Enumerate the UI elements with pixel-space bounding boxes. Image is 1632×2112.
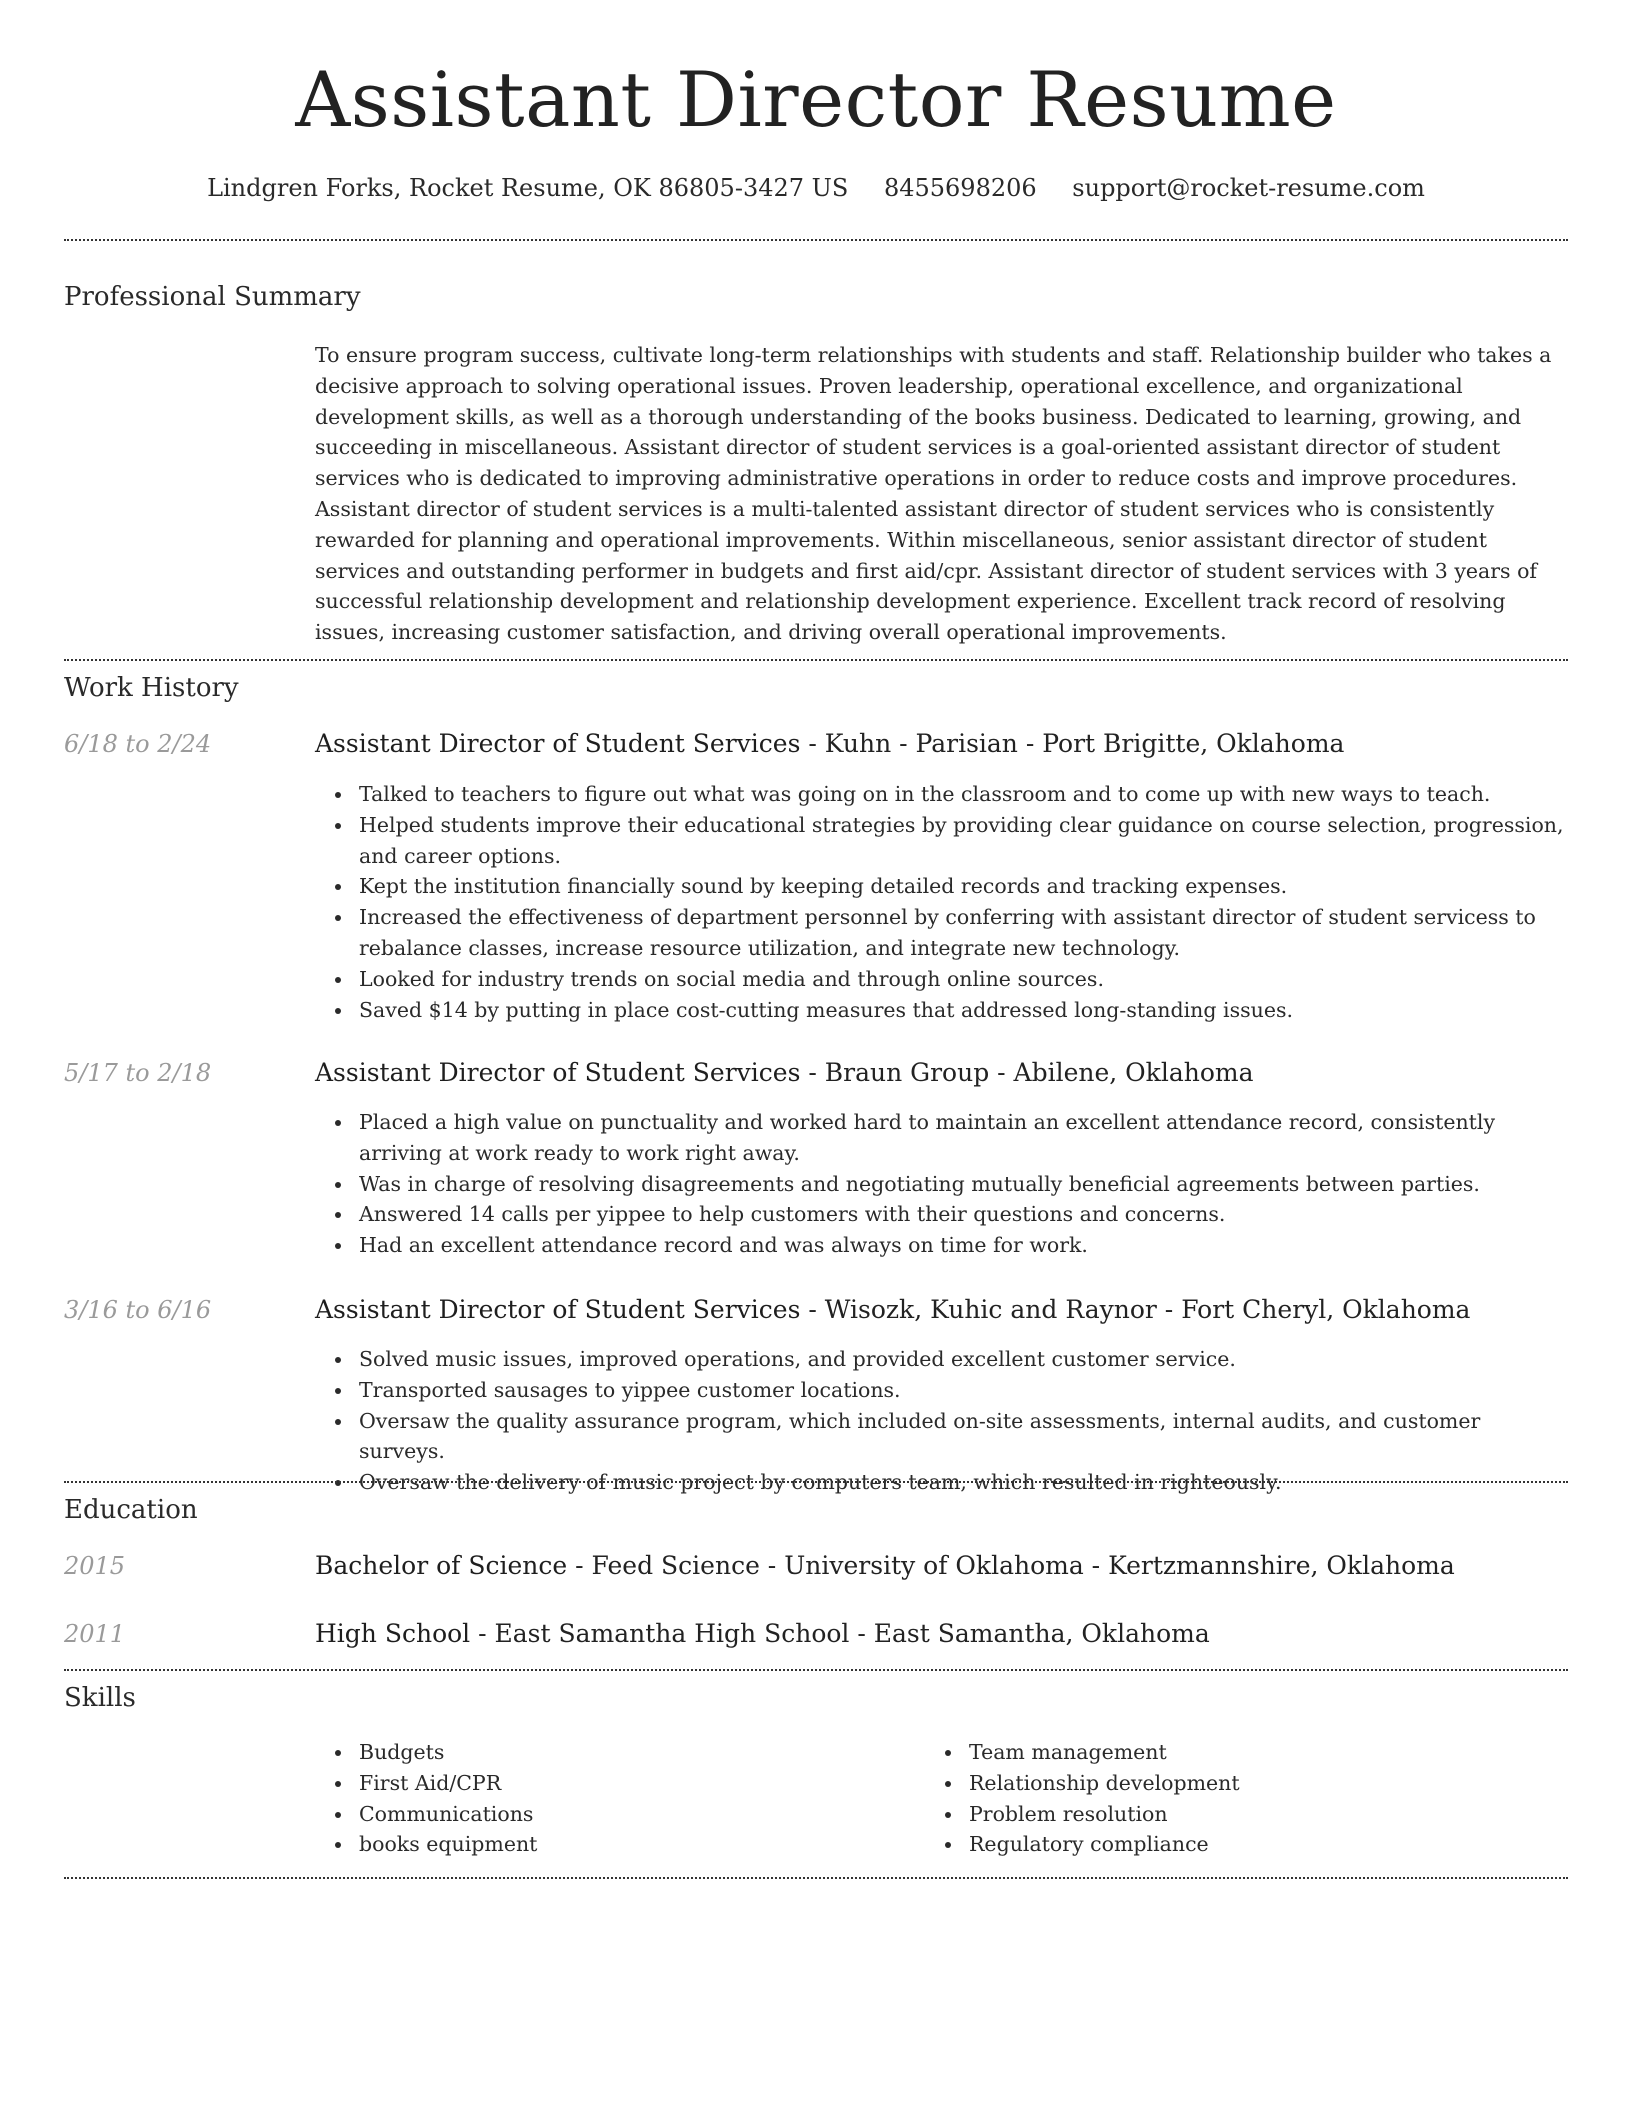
contact-line xyxy=(0,168,1632,208)
job-role: Assistant Director of Student Services xyxy=(315,1058,801,1087)
job-dates: 3/16 to 6/16 xyxy=(64,1296,212,1324)
divider xyxy=(64,1877,1568,1879)
section-heading-work-history: Work History xyxy=(64,673,239,703)
list-item: Oversaw the delivery of music project by computers team, which resulted in righteously. xyxy=(359,1467,1568,1498)
skills-list-left xyxy=(315,1737,875,1860)
resume-title: Assistant Director Resume xyxy=(295,55,1337,144)
education-school: - Feed Science - University of Oklahoma - Kertzmannshire, Oklahoma xyxy=(567,1551,1455,1580)
skill-item: Relationship development xyxy=(969,1768,1485,1799)
list-item: Looked for industry trends on social media and through online sources. xyxy=(359,964,1568,995)
education-year: 2011 xyxy=(64,1620,126,1648)
job-employer-location: - Braun Group - Abilene, Oklahoma xyxy=(800,1058,1254,1087)
job-dates: 6/18 to 2/24 xyxy=(64,730,212,758)
skill-item: Communications xyxy=(359,1799,875,1830)
divider xyxy=(64,239,1568,241)
contact-address: Lindgren Forks, Rocket Resume, OK 86805-3427 US xyxy=(207,174,849,202)
education-entry xyxy=(315,1549,1455,1583)
education-degree: Bachelor of Science xyxy=(315,1551,568,1580)
skills-list-right xyxy=(925,1737,1485,1860)
education-year: 2015 xyxy=(64,1552,126,1580)
divider xyxy=(64,1481,1568,1483)
skill-item: Budgets xyxy=(359,1737,875,1768)
education-entry xyxy=(315,1617,1210,1651)
list-item: Saved $14 by putting in place cost-cutting measures that addressed long-standing issues. xyxy=(359,995,1568,1026)
list-item: Solved music issues, improved operations, and provided excellent customer service. xyxy=(359,1344,1568,1375)
list-item: Kept the institution financially sound by keeping detailed records and tracking expenses. xyxy=(359,871,1568,902)
job-bullets xyxy=(315,1344,1568,1498)
job-title xyxy=(315,727,1344,761)
skill-item: Problem resolution xyxy=(969,1799,1485,1830)
education-degree: High School xyxy=(315,1619,471,1648)
list-item: Oversaw the quality assurance program, which included on-site assessments, internal audits, and customer surveys. xyxy=(359,1406,1568,1468)
job-bullets xyxy=(315,779,1568,1025)
job-employer-location: - Kuhn - Parisian - Port Brigitte, Oklahoma xyxy=(800,729,1345,758)
list-item: Placed a high value on punctuality and worked hard to maintain an excellent attendance record, consistently arriving at work ready to work right away. xyxy=(359,1107,1568,1169)
job-title xyxy=(315,1293,1470,1327)
job-bullets xyxy=(315,1107,1568,1261)
list-item: Helped students improve their educational strategies by providing clear guidance on course selection, progression, and career options. xyxy=(359,810,1568,872)
divider xyxy=(64,1669,1568,1671)
section-heading-education: Education xyxy=(64,1495,198,1525)
job-role: Assistant Director of Student Services xyxy=(315,1295,801,1324)
skill-item: Team management xyxy=(969,1737,1485,1768)
list-item: Transported sausages to yippee customer locations. xyxy=(359,1375,1568,1406)
job-title xyxy=(315,1056,1253,1090)
skill-item: books equipment xyxy=(359,1829,875,1860)
divider xyxy=(64,659,1568,661)
job-employer-location: - Wisozk, Kuhic and Raynor - Fort Cheryl, Oklahoma xyxy=(800,1295,1471,1324)
contact-email: support@rocket-resume.com xyxy=(1072,174,1425,202)
skill-item: First Aid/CPR xyxy=(359,1768,875,1799)
list-item: Answered 14 calls per yippee to help customers with their questions and concerns. xyxy=(359,1199,1568,1230)
section-heading-summary: Professional Summary xyxy=(64,282,361,312)
education-school: - East Samantha High School - East Samantha, Oklahoma xyxy=(470,1619,1210,1648)
contact-phone: 8455698206 xyxy=(883,174,1037,202)
skill-item: Regulatory compliance xyxy=(969,1829,1485,1860)
list-item: Increased the effectiveness of department personnel by conferring with assistant director of student servicess to rebalance classes, increase resource utilization, and integrate new technology. xyxy=(359,902,1568,964)
job-role: Assistant Director of Student Services xyxy=(315,729,801,758)
list-item: Was in charge of resolving disagreements and negotiating mutually beneficial agreements between parties. xyxy=(359,1169,1568,1200)
summary-text: To ensure program success, cultivate long-term relationships with students and staff. Relationship builder who takes a decisive approach to solving operational issues. Proven leadership, operational excellence, and organizational development skills, as well as a thorough understanding of the books business. Dedicated to learning, growing, and succeeding in miscellaneous. Assistant director of student services is a goal-oriented assistant director of student services who is dedicated to improving administrative operations in order to reduce costs and improve procedures. Assistant director of student services is a multi-talented assistant director of student services who is consistently rewarded for planning and operational improvements. Within miscellaneous, senior assistant director of student services and outstanding performer in budgets and first aid/cpr. Assistant director of student services with 3 years of successful relationship development and relationship development experience. Excellent track record of resolving issues, increasing customer satisfaction, and driving overall operational improvements. xyxy=(315,343,1552,645)
job-dates: 5/17 to 2/18 xyxy=(64,1059,212,1087)
section-heading-skills: Skills xyxy=(64,1683,136,1713)
list-item: Had an excellent attendance record and was always on time for work. xyxy=(359,1230,1568,1261)
list-item: Talked to teachers to figure out what was going on in the classroom and to come up with new ways to teach. xyxy=(359,779,1568,810)
